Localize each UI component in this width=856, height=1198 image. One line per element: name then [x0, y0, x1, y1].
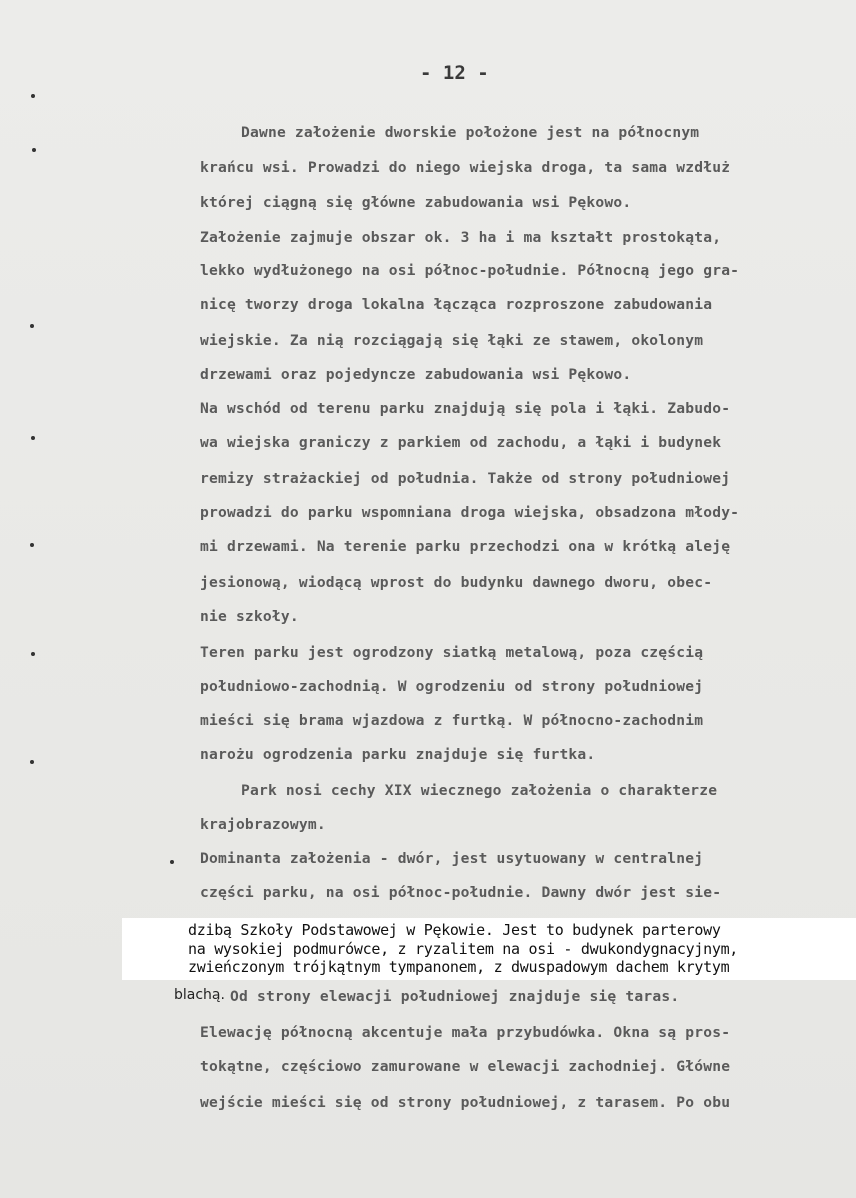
- text-line: której ciągną się główne zabudowania wsi Pękowo.: [200, 194, 632, 211]
- text-line: Park nosi cechy XIX wiecznego założenia o charakterze: [241, 782, 718, 799]
- text-line: nie szkoły.: [200, 608, 299, 625]
- text-line: Założenie zajmuje obszar ok. 3 ha i ma kształt prostokąta,: [200, 229, 722, 246]
- text-line: wiejskie. Za nią rozciągają się łąki ze stawem, okolonym: [200, 332, 704, 349]
- margin-mark: [30, 543, 34, 547]
- pasted-text-strip: [122, 918, 856, 980]
- handwritten-correction: blachą.: [174, 987, 225, 1003]
- text-line: południowo-zachodnią. W ogrodzeniu od strony południowej: [200, 678, 704, 695]
- margin-mark: [31, 436, 35, 440]
- text-line: lekko wydłużonego na osi północ-południe. Północną jego gra-: [200, 262, 740, 279]
- pasted-text-line: dzibą Szkoły Podstawowej w Pękowie. Jest to budynek parterowy: [188, 921, 721, 939]
- margin-mark: [31, 652, 35, 656]
- text-line: tokątne, częściowo zamurowane w elewacji zachodniej. Główne: [200, 1058, 731, 1075]
- margin-mark: [32, 148, 36, 152]
- text-line: mieści się brama wjazdowa z furtką. W północno-zachodnim: [200, 712, 704, 729]
- text-line: Dawne założenie dworskie położone jest na północnym: [241, 124, 700, 141]
- text-line: wa wiejska graniczy z parkiem od zachodu, a łąki i budynek: [200, 434, 722, 451]
- text-line: prowadzi do parku wspomniana droga wiejska, obsadzona młody-: [200, 504, 740, 521]
- text-line: jesionową, wiodącą wprost do budynku dawnego dworu, obec-: [200, 574, 713, 591]
- pasted-text-line: na wysokiej podmurówce, z ryzalitem na osi - dwukondygnacyjnym,: [188, 940, 739, 958]
- margin-mark: [30, 760, 34, 764]
- text-line: narożu ogrodzenia parku znajduje się furtka.: [200, 746, 596, 763]
- text-line: nicę tworzy droga lokalna łącząca rozproszone zabudowania: [200, 296, 713, 313]
- text-line: Od strony elewacji południowej znajduje się taras.: [230, 988, 680, 1005]
- page-number: - 12 -: [420, 62, 489, 84]
- margin-mark: [31, 94, 35, 98]
- text-line: części parku, na osi północ-południe. Dawny dwór jest sie-: [200, 884, 722, 901]
- text-line: Elewację północną akcentuje mała przybudówka. Okna są pros-: [200, 1024, 731, 1041]
- margin-mark: [170, 860, 174, 864]
- text-line: Na wschód od terenu parku znajdują się pola i łąki. Zabudo-: [200, 400, 731, 417]
- text-line: krańcu wsi. Prowadzi do niego wiejska droga, ta sama wzdłuż: [200, 159, 731, 176]
- text-line: drzewami oraz pojedyncze zabudowania wsi Pękowo.: [200, 366, 632, 383]
- margin-mark: [30, 324, 34, 328]
- text-line: wejście mieści się od strony południowej, z tarasem. Po obu: [200, 1094, 731, 1111]
- text-line: mi drzewami. Na terenie parku przechodzi ona w krótką aleję: [200, 538, 731, 555]
- pasted-text-line: zwieńczonym trójkątnym tympanonem, z dwuspadowym dachem krytym: [188, 958, 730, 976]
- text-line: krajobrazowym.: [200, 816, 326, 833]
- text-line: Dominanta założenia - dwór, jest usytuowany w centralnej: [200, 850, 704, 867]
- text-line: Teren parku jest ogrodzony siatką metalową, poza częścią: [200, 644, 704, 661]
- text-line: remizy strażackiej od południa. Także od strony południowej: [200, 470, 731, 487]
